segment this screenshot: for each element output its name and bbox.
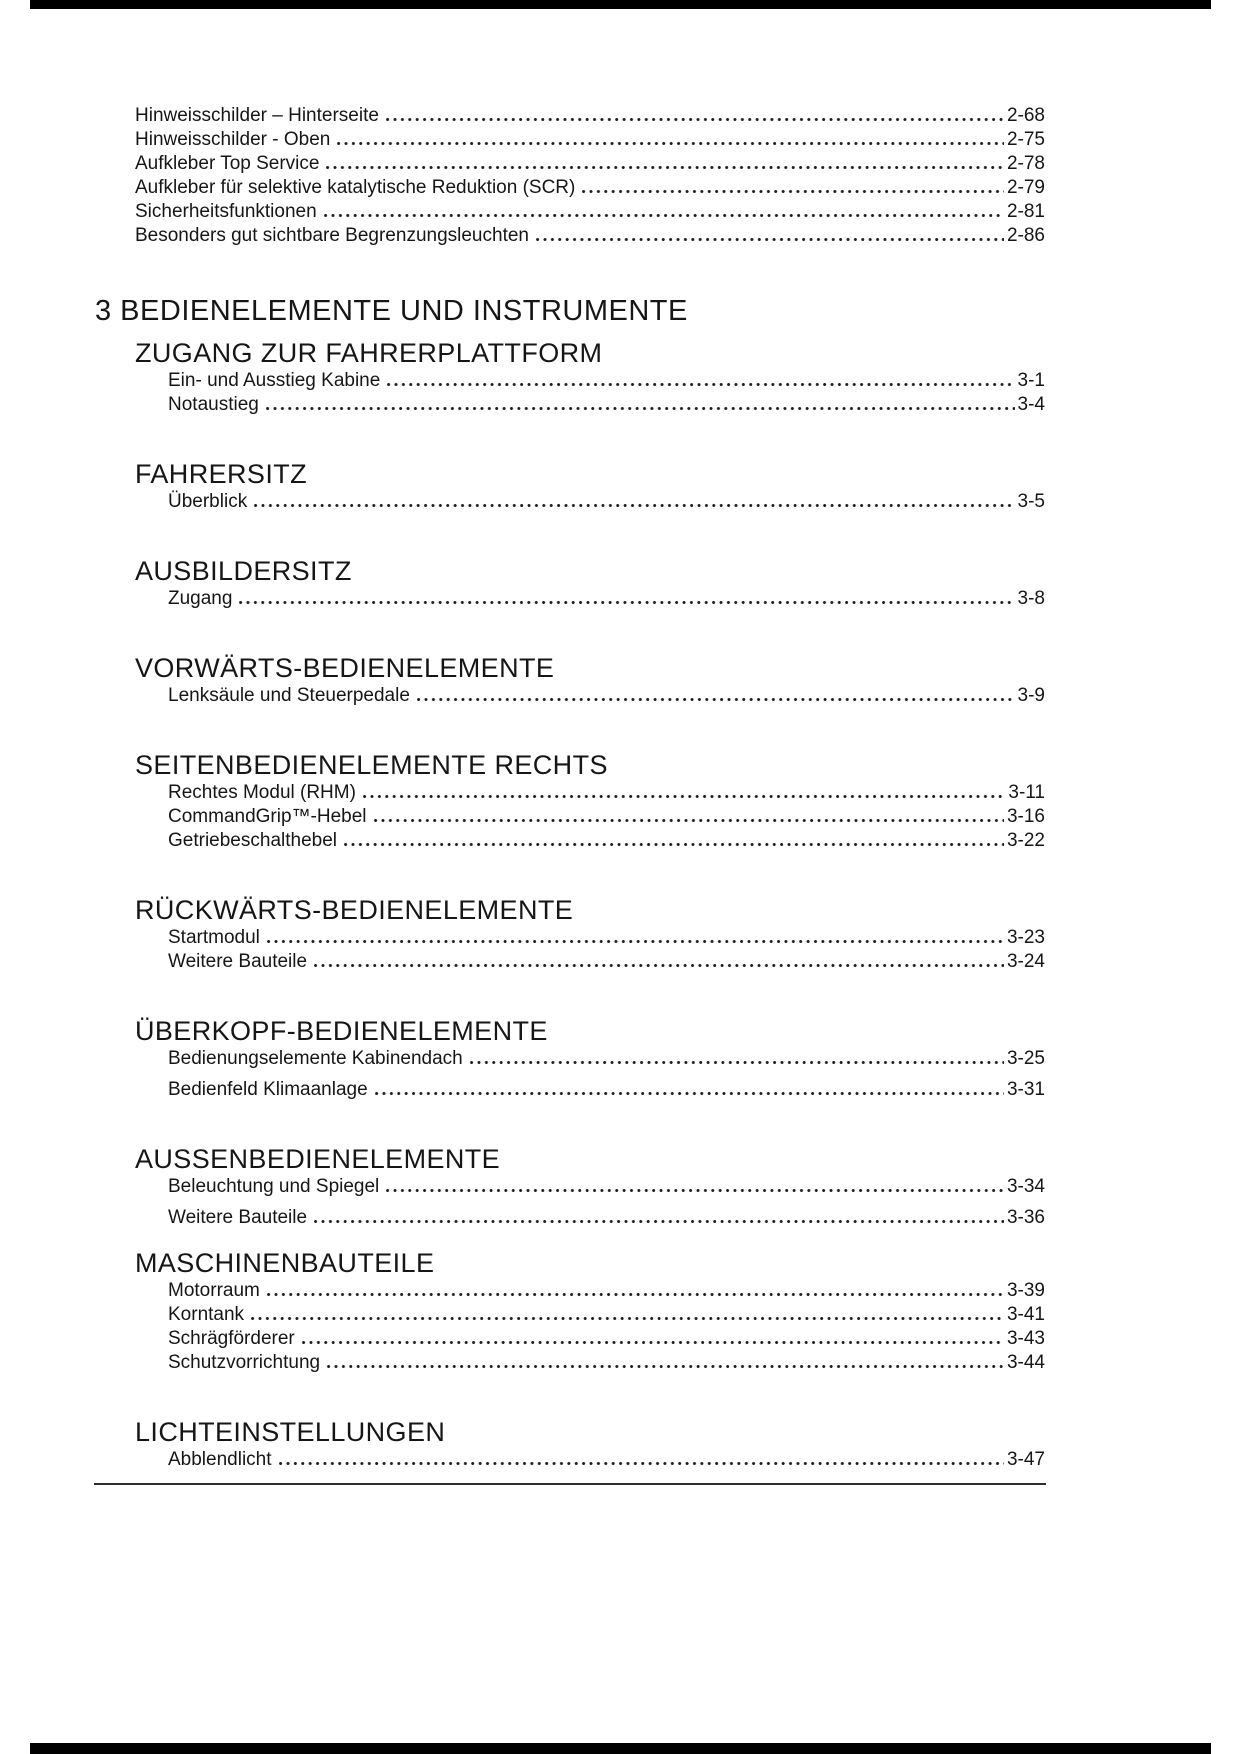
toc-entry-label: Lenksäule und Steuerpedale	[168, 685, 410, 706]
toc-entry-page-number: 2-86	[1006, 225, 1045, 246]
dot-leader	[386, 118, 1004, 121]
toc-section	[95, 338, 1045, 417]
dot-leader	[337, 142, 1004, 145]
section-title: ÜBERKOPF-BEDIENELEMENTE	[135, 1016, 548, 1046]
toc-entry-label: CommandGrip™-Hebel	[168, 806, 367, 827]
section-entries	[168, 369, 1045, 417]
section-entries	[168, 1047, 1045, 1102]
section-entries	[168, 1448, 1045, 1472]
toc-entry	[168, 1206, 1045, 1230]
toc-entry-label: Aufkleber für selektive katalytische Reduktion (SCR)	[135, 177, 576, 198]
toc-entry	[135, 152, 1045, 176]
dot-leader	[470, 1061, 1004, 1064]
toc-entry-label: Getriebeschalthebel	[168, 830, 337, 851]
toc-entry	[135, 224, 1045, 248]
toc-entry-label: Weitere Bauteile	[168, 951, 308, 972]
dot-leader	[314, 1220, 1004, 1223]
toc-entry-label: Startmodul	[168, 927, 260, 948]
footer-rule	[94, 1483, 1046, 1485]
toc-entry-page-number: 3-22	[1006, 830, 1045, 851]
toc-entry	[135, 104, 1045, 128]
toc-entry	[135, 176, 1045, 200]
toc-section	[95, 895, 1045, 974]
section-entries	[168, 587, 1045, 611]
toc-entry-page-number: 2-81	[1006, 201, 1045, 222]
toc-entry	[168, 684, 1045, 708]
toc-entry-label: Beleuchtung und Spiegel	[168, 1176, 380, 1197]
dot-leader	[267, 940, 1004, 943]
dot-leader	[254, 504, 1014, 507]
toc-entry-label: Schrägförderer	[168, 1328, 295, 1349]
toc-entry-label: Hinweisschilder - Oben	[135, 129, 331, 150]
toc-entry	[168, 1047, 1045, 1071]
page-top-edge-bar	[30, 0, 1211, 9]
toc-entry-page-number: 3-16	[1006, 806, 1045, 827]
toc-entry-label: Besonders gut sichtbare Begrenzungsleuchten	[135, 225, 529, 246]
dot-leader	[239, 601, 1014, 604]
section-entries	[168, 684, 1045, 708]
section-title: FAHRERSITZ	[135, 459, 308, 489]
toc-section	[95, 1144, 1045, 1230]
chapter-heading: 3 BEDIENELEMENTE UND INSTRUMENTE	[95, 295, 688, 327]
toc-entry-label: Abblendlicht	[168, 1449, 272, 1470]
toc-entry-page-number: 3-34	[1006, 1176, 1045, 1197]
toc-entry-label: Rechtes Modul (RHM)	[168, 782, 356, 803]
toc-entry	[168, 490, 1045, 514]
toc-section	[95, 1016, 1045, 1102]
toc-entry-page-number: 3-41	[1006, 1304, 1045, 1325]
section-title: ZUGANG ZUR FAHRERPLATTFORM	[135, 338, 603, 368]
toc-entry-page-number: 3-24	[1006, 951, 1045, 972]
continuation-entries	[135, 104, 1045, 248]
dot-leader	[251, 1317, 1004, 1320]
toc-entry	[168, 1279, 1045, 1303]
toc-entry-page-number: 3-5	[1017, 491, 1045, 512]
section-title: VORWÄRTS-BEDIENELEMENTE	[135, 653, 555, 683]
toc-entry	[135, 200, 1045, 224]
section-entries	[168, 1175, 1045, 1230]
section-entries	[168, 490, 1045, 514]
toc-section	[95, 653, 1045, 708]
dot-leader	[375, 1092, 1004, 1095]
dot-leader	[536, 238, 1004, 241]
toc-entry-label: Zugang	[168, 588, 233, 609]
toc-entry	[168, 805, 1045, 829]
dot-leader	[327, 1365, 1004, 1368]
section-title: MASCHINENBAUTEILE	[135, 1248, 435, 1278]
section-entries	[168, 1279, 1045, 1375]
toc-entry	[168, 1327, 1045, 1351]
toc-entry-label: Bedienfeld Klimaanlage	[168, 1079, 368, 1100]
toc-content	[95, 104, 1045, 1472]
section-title: AUSBILDERSITZ	[135, 556, 352, 586]
toc-entry-page-number: 3-1	[1017, 370, 1045, 391]
dot-leader	[302, 1341, 1004, 1344]
toc-entry-page-number: 3-8	[1017, 588, 1045, 609]
section-entries	[168, 781, 1045, 853]
toc-section	[95, 459, 1045, 514]
toc-entry-label: Notaustieg	[168, 394, 259, 415]
toc-entry-label: Überblick	[168, 491, 248, 512]
dot-leader	[266, 407, 1015, 410]
toc-section	[95, 750, 1045, 853]
toc-entry-page-number: 3-25	[1006, 1048, 1045, 1069]
toc-entry-label: Korntank	[168, 1304, 245, 1325]
dot-leader	[374, 819, 1004, 822]
section-title: SEITENBEDIENELEMENTE RECHTS	[135, 750, 608, 780]
page-bottom-edge-bar	[30, 1743, 1211, 1754]
section-title: AUSSENBEDIENELEMENTE	[135, 1144, 501, 1174]
toc-entry-page-number: 3-47	[1006, 1449, 1045, 1470]
dot-leader	[324, 214, 1004, 217]
toc-entry-label: Sicherheitsfunktionen	[135, 201, 317, 222]
toc-entry-page-number: 3-43	[1006, 1328, 1045, 1349]
toc-entry-label: Bedienungselemente Kabinendach	[168, 1048, 463, 1069]
toc-entry-page-number: 3-4	[1017, 394, 1045, 415]
toc-section	[95, 1417, 1045, 1472]
toc-entry-page-number: 3-23	[1006, 927, 1045, 948]
toc-entry	[168, 1303, 1045, 1327]
dot-leader	[387, 383, 1014, 386]
section-title: RÜCKWÄRTS-BEDIENELEMENTE	[135, 895, 574, 925]
toc-section	[95, 1248, 1045, 1375]
toc-entry	[168, 369, 1045, 393]
dot-leader	[582, 190, 1004, 193]
dot-leader	[326, 166, 1003, 169]
toc-entry	[168, 950, 1045, 974]
toc-entry-page-number: 3-39	[1006, 1280, 1045, 1301]
toc-entry-page-number: 3-9	[1017, 685, 1045, 706]
toc-entry-label: Ein- und Ausstieg Kabine	[168, 370, 381, 391]
toc-entry-label: Schutzvorrichtung	[168, 1352, 321, 1373]
toc-entry-page-number: 3-44	[1006, 1352, 1045, 1373]
dot-leader	[363, 795, 1005, 798]
toc-section	[95, 556, 1045, 611]
toc-entry-label: Motorraum	[168, 1280, 260, 1301]
toc-entry	[168, 781, 1045, 805]
toc-entry	[168, 829, 1045, 853]
toc-entry	[168, 1448, 1045, 1472]
toc-entry-page-number: 2-79	[1006, 177, 1045, 198]
toc-entry	[168, 587, 1045, 611]
section-entries	[168, 926, 1045, 974]
toc-entry	[168, 926, 1045, 950]
section-title: LICHTEINSTELLUNGEN	[135, 1417, 446, 1447]
dot-leader	[344, 843, 1004, 846]
toc-entry-label: Weitere Bauteile	[168, 1207, 308, 1228]
dot-leader	[386, 1189, 1004, 1192]
toc-entry	[135, 128, 1045, 152]
dot-leader	[279, 1462, 1004, 1465]
toc-entry-label: Aufkleber Top Service	[135, 153, 320, 174]
dot-leader	[417, 698, 1015, 701]
toc-entry	[168, 1078, 1045, 1102]
toc-entry-page-number: 3-11	[1008, 782, 1045, 803]
dot-leader	[314, 964, 1004, 967]
dot-leader	[267, 1293, 1004, 1296]
toc-entry-page-number: 2-75	[1006, 129, 1045, 150]
toc-entry-page-number: 2-68	[1006, 105, 1045, 126]
toc-entry	[168, 393, 1045, 417]
toc-entry-page-number: 3-31	[1006, 1079, 1045, 1100]
toc-entry-label: Hinweisschilder – Hinterseite	[135, 105, 379, 126]
toc-entry	[168, 1351, 1045, 1375]
toc-entry-page-number: 3-36	[1006, 1207, 1045, 1228]
toc-entry-page-number: 2-78	[1006, 153, 1045, 174]
toc-entry	[168, 1175, 1045, 1199]
sections	[95, 338, 1045, 1472]
